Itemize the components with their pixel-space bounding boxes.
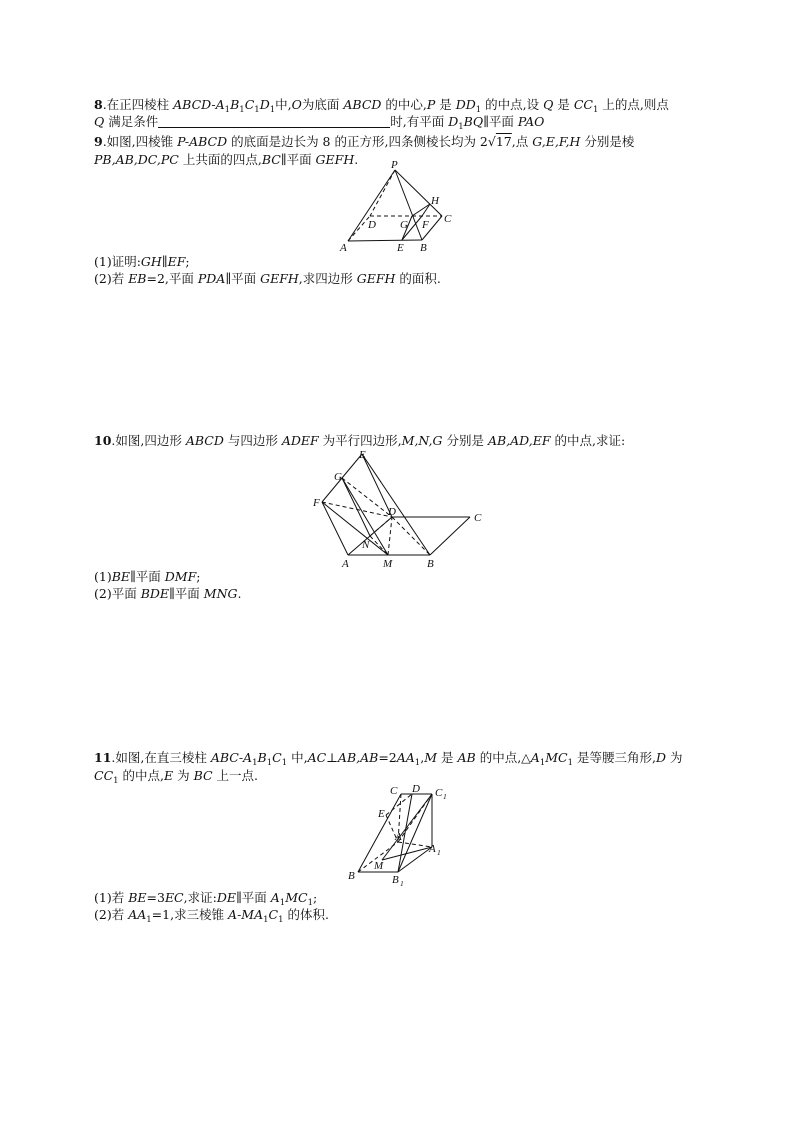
q8-answer-blank[interactable] xyxy=(158,115,390,128)
q10-label-G: G xyxy=(334,471,342,483)
q11-line2: $CC_1$ 的中点,E 为 BC 上一点. xyxy=(94,768,259,786)
q9-label-G: G xyxy=(400,219,408,231)
q11-label-D: D xyxy=(412,783,420,795)
q10-part2: (2)平面 BDE∥平面 MNG. xyxy=(94,586,242,601)
q8-line2: Q 满足条件 时,有平面 $D_1BQ\parallel$平面 PAO xyxy=(94,114,545,132)
q10-line1: 10.如图,四边形 ABCD 与四边形 ADEF 为平行四边形,M,N,G 分别是 AB,AD,EF 的中点,求证: xyxy=(94,433,626,448)
q8-line1: 8.在正四棱柱 ABCD-$A_1B_1C_1D_1$中,O为底面 ABCD 的中心,P 是 $DD_1$ 的中点,设 Q 是 $CC_1$ 上的点,则点 xyxy=(94,97,669,115)
q10-label-D: D xyxy=(388,506,396,518)
q9-line1: 9.如图,四棱锥 P-ABCD 的底面是边长为 8 的正方形,四条侧棱长均为 2√17,点 G,E,F,H 分别是棱 xyxy=(94,134,635,149)
q11-line1: 11.如图,在直三棱柱 ABC-$A_1B_1C_1$ 中$,AC\perp AB,AB=2AA_1,M$ 是 AB 的中点$,\triangle A_1MC_1$ 是等腰三角形,D 为 xyxy=(94,750,683,768)
q9-label-H: H xyxy=(431,195,439,207)
q10-figure xyxy=(310,448,490,570)
q9-part2: (2)若 EB=2,平面 PDA∥平面 GEFH,求四边形 GEFH 的面积. xyxy=(94,271,441,286)
q11-label-C: C xyxy=(390,785,398,797)
q10-label-N: N xyxy=(362,539,370,551)
q9-label-B: B xyxy=(420,242,427,254)
q11-label-M: M xyxy=(374,860,384,872)
q11-number: 11 xyxy=(94,750,112,765)
q11-prism-figure xyxy=(340,782,455,890)
q10-label-M: M xyxy=(383,558,393,570)
q11-label-A: A xyxy=(395,831,402,843)
q10-number: 10 xyxy=(94,433,112,448)
q10-label-A: A xyxy=(342,558,349,570)
q9-label-A: A xyxy=(340,242,347,254)
q11-part1: (1)若 BE=3EC,求证:DE∥平面 $A_1MC_1$; xyxy=(94,890,318,908)
q9-label-D: D xyxy=(368,219,376,231)
svg-text:1: 1 xyxy=(443,792,447,801)
q9-number: 9 xyxy=(94,134,103,149)
svg-text:1: 1 xyxy=(400,879,404,888)
q9-label-E: E xyxy=(397,242,404,254)
svg-text:1: 1 xyxy=(437,848,441,857)
q9-label-C: C xyxy=(444,213,452,225)
q8-number: 8 xyxy=(94,97,103,112)
q9-label-P: P xyxy=(391,159,398,171)
q9-line2: PB,AB,DC,PC 上共面的四点,BC∥平面 GEFH. xyxy=(94,152,359,167)
q10-label-F: F xyxy=(313,497,320,509)
q9-pyramid-figure xyxy=(330,159,460,254)
q11-label-A1: A xyxy=(429,843,436,855)
q11-label-B: B xyxy=(348,870,355,882)
q10-label-B: B xyxy=(427,558,434,570)
q10-part1: (1)BE∥平面 DMF; xyxy=(94,569,201,584)
q11-label-B1: B xyxy=(392,874,399,886)
q10-label-C: C xyxy=(474,512,482,524)
q9-label-F: F xyxy=(422,219,429,231)
q10-label-E: E xyxy=(359,449,366,461)
q11-label-E: E xyxy=(378,808,385,820)
q11-part2: (2)若 $AA_1=1$,求三棱锥 $A-MA_1C_1$ 的体积. xyxy=(94,907,329,925)
q9-part1: (1)证明:GH∥EF; xyxy=(94,254,190,269)
q11-label-C1: C xyxy=(435,787,443,799)
